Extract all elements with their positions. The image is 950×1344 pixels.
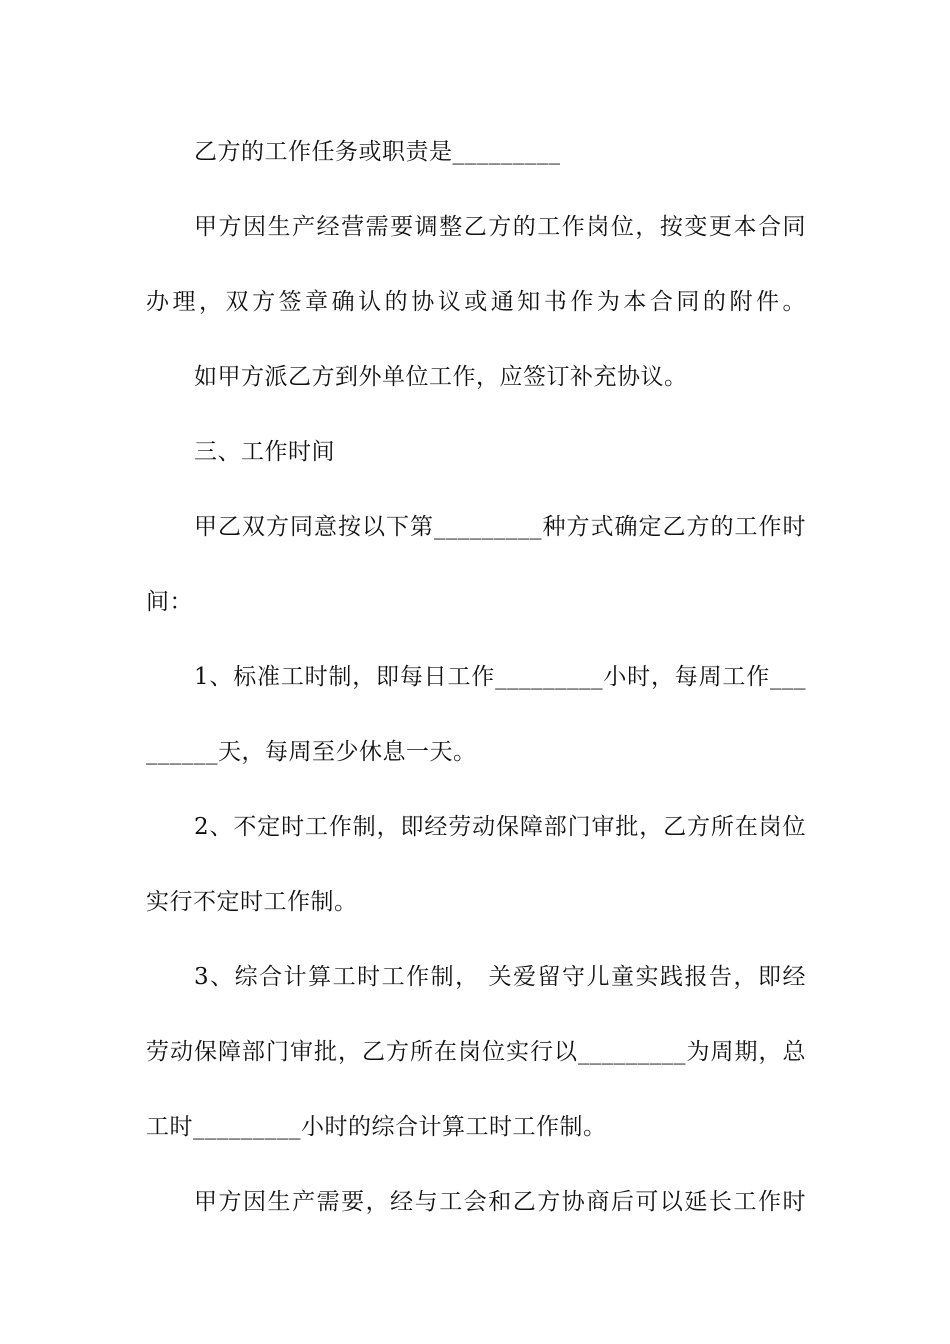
line-flexible-hours: 2、不定时工作制，即经劳动保障部门审批，乙方所在岗位: [194, 814, 806, 840]
line-comprehensive-hours-cont: 劳动保障部门审批，乙方所在岗位实行以_________为周期，总: [146, 1039, 806, 1065]
line-work-time-method: 甲乙双方同意按以下第_________种方式确定乙方的工作时: [194, 514, 806, 540]
line-standard-hours: 1、标准工时制，即每日工作_________小时，每周工作___: [194, 664, 806, 690]
section-heading-work-time: 三、工作时间: [194, 439, 335, 465]
line-duties: 乙方的工作任务或职责是_________: [194, 139, 561, 165]
line-comprehensive-hours: 3、综合计算工时工作制， 关爱留守儿童实践报告，即经: [194, 964, 806, 990]
line-flexible-hours-cont: 实行不定时工作制。: [146, 889, 358, 915]
line-comprehensive-hours-end: 工时_________小时的综合计算工时工作制。: [146, 1114, 607, 1140]
line-adjust-position: 甲方因生产经营需要调整乙方的工作岗位，按变更本合同: [194, 214, 806, 240]
line-standard-hours-cont: ______天，每周至少休息一天。: [146, 739, 477, 765]
line-work-time-method-cont: 间：: [146, 589, 193, 615]
line-supplementary: 如甲方派乙方到外单位工作，应签订补充协议。: [194, 364, 688, 390]
line-overtime: 甲方因生产需要，经与工会和乙方协商后可以延长工作时: [194, 1189, 806, 1215]
line-attachment: 办理，双方签章确认的协议或通知书作为本合同的附件。: [146, 289, 806, 315]
